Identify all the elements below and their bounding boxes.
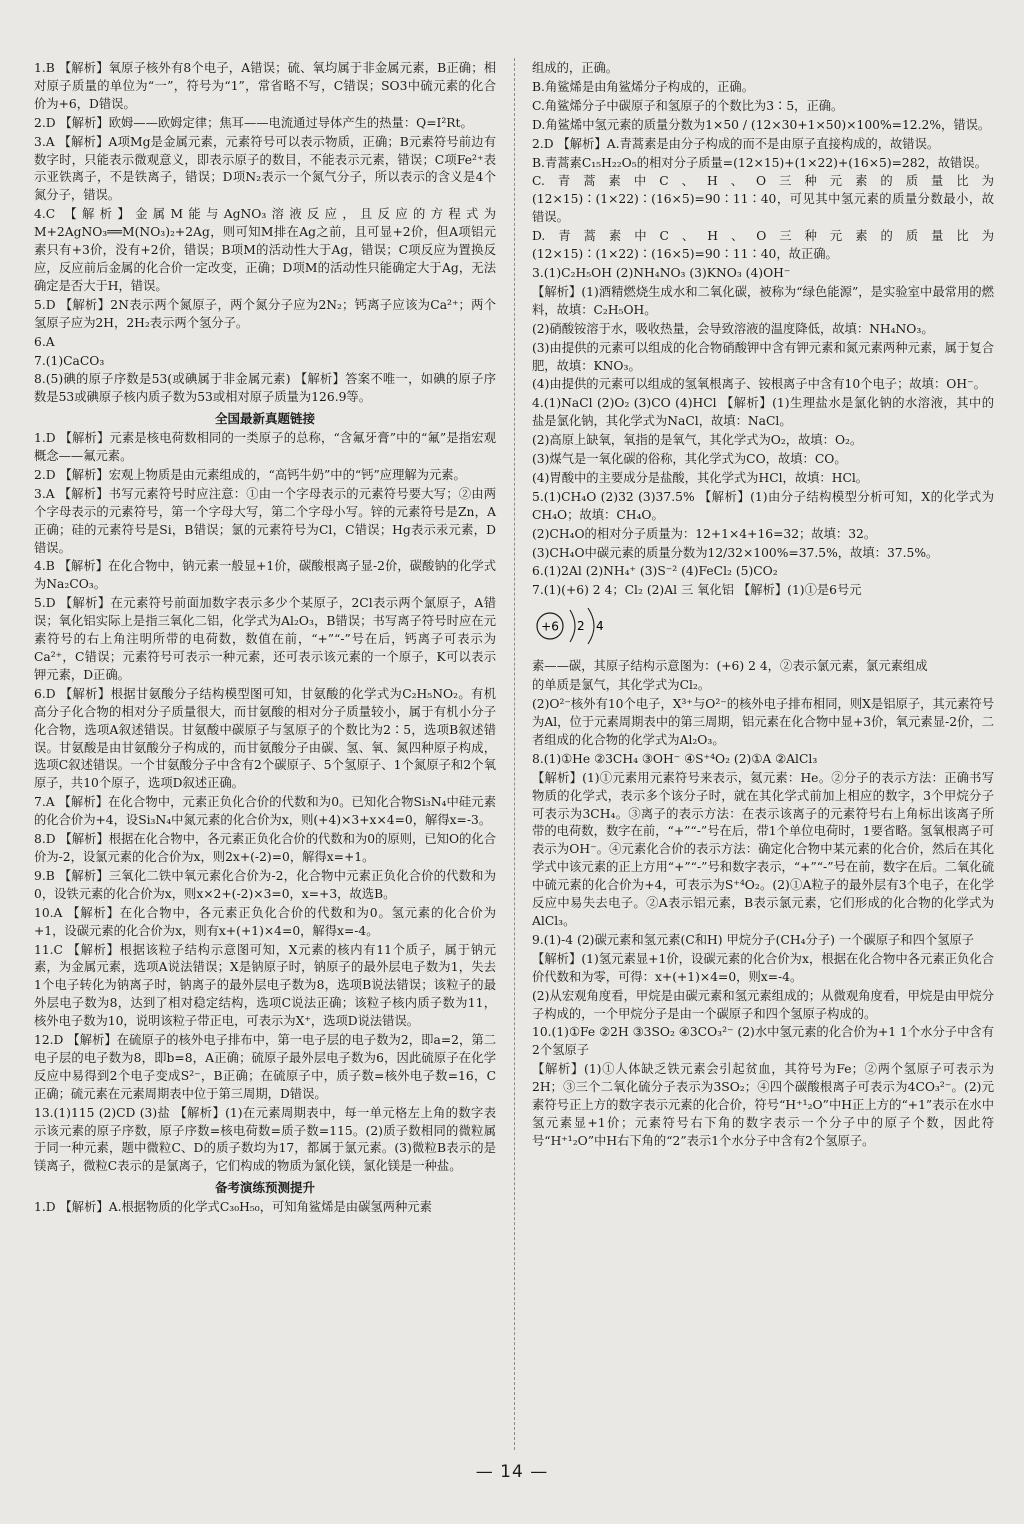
answer-entry (34, 134, 496, 206)
answer-entry (34, 558, 496, 594)
answer-entry (532, 79, 994, 97)
answer-entry (34, 595, 496, 685)
answer-7-line-2: 素——碳，其原子结构示意图为：(+6) 2 4，②表示氯元素，氯元素组成 (532, 659, 928, 674)
answer-text: 7.(1)CaCO₃ (34, 353, 105, 368)
answer-entry (532, 155, 994, 173)
answer-entry (34, 297, 496, 333)
answer-text: 4.B 【解析】在化合物中，钠元素一般显+1价，碳酸根离子显-2价，碳酸钠的化学式为Na₂CO₃。 (34, 559, 496, 592)
answer-text: B.角鲨烯是由角鲨烯分子构成的，正确。 (532, 79, 754, 94)
answer-text: (3)由提供的元素可以组成的化合物硝酸钾中含有钾元素和氮元素两种元素，属于复合肥，故填：KNO₃。 (532, 340, 994, 373)
answer-entry (532, 932, 994, 950)
answer-entry (34, 206, 496, 296)
answer-text: (4)胃酸中的主要成分是盐酸，其化学式为HCl，故填：HCl。 (532, 470, 869, 485)
answer-entry (532, 376, 994, 394)
answer-entry (34, 831, 496, 867)
answer-text: (2)从宏观角度看，甲烷是由碳元素和氢元素组成的；从微观角度看，甲烷是由甲烷分子构成的，一个甲烷分子是由一个碳原子和四个氢原子构成的。 (532, 988, 994, 1021)
atom-diagram-row (532, 604, 994, 648)
answer-entry (532, 563, 994, 581)
answer-text: 4.C 【解析】金属M能与AgNO₃溶液反应，且反应的方程式为M+2AgNO₃══M(NO₃)₂+2Ag，则可知M排在Ag之前，且可显+2价，但A项铝元素只有+3价，没有+2价，错误；B项M的活动性大于Ag，错误；C项反应为置换反应，反应前后金属的化合价一定改变，正确；D项M的活动性只能确定大于Ag，无法确定是否大于H，错误。 (34, 207, 496, 293)
answer-text: 3.A 【解析】A项Mg是金属元素，元素符号可以表示物质，正确；B元素符号前边有数字时，只能表示微观意义，即表示原子的数目，不能表示元素，错误；C项Fe²⁺表示亚铁离子，不是铁离子，错误；D项N₂表示一个氮气分子，所以表示的含义是4个氮分子，错误。 (34, 134, 496, 203)
answer-text: 6.A (34, 334, 55, 349)
answer-text: 5.D 【解析】在元素符号前面加数字表示多少个某原子，2Cl表示两个氯原子，A错误；氧化铝实际上是指三氧化二铝，化学式为Al₂O₃，B错误；书写离子符号时应在元素符号的右上角注明所带的电荷数，数值在前，“+”“-”号在后，钙离子可表示为Ca²⁺，C错误；元素符号可表示一种元素，还可表示该元素的一个原子，K可以表示钾元素，D正确。 (34, 596, 496, 682)
left-column (34, 60, 496, 1218)
answer-text: 【解析】(1)①元素用元素符号来表示，氦元素：He。②分子的表示方法：正确书写物质的化学式，表示多个该分子时，就在其化学式前加上相应的数字，3个甲烷分子可表示为3CH₄。③离子的表示方法：在表示该离子的元素符号右上角标出该离子所带的电荷数，数字在前，“+”“-”号在后，带1个单位电荷时，1要省略。氢氧根离子可表示为OH⁻。④元素化合价的表示方法：确定化合物中某元素的化合价，然后在其化学式中该元素的正上方用“+”“-”号和数字表示，“+”“-”号在前，数字在后。二氧化硫中硫元素的化合价为+4，可表示为S⁺⁴O₂。(2)①A粒子的最外层有3个电子，在化学反应中易失去电子。②A表示铝元素，B表示氯元素，它们形成的化合物的化学式为AlCl₃。 (532, 770, 994, 928)
answer-text: C.角鲨烯分子中碳原子和氢原子的个数比为3∶5，正确。 (532, 98, 844, 113)
answer-text: 13.(1)115 (2)CD (3)盐 【解析】(1)在元素周期表中，每一单元格左上角的数字表示该元素的原子序数，原子序数=核电荷数=质子数=115。(2)质子数相同的微粒属于同一种元素，题中微粒C、D的质子数均为17，都属于氯元素。(3)微粒B表示的是镁离子，微粒C表示的是氯离子，它们构成的物质为氯化镁，氯化镁是一种盐。 (34, 1105, 496, 1174)
answer-entry (34, 1032, 496, 1104)
answer-text: 1.D 【解析】元素是核电荷数相同的一类原子的总称，“含氟牙膏”中的“氟”是指宏观概念——氟元素。 (34, 431, 496, 464)
answer-entry (532, 117, 994, 135)
section-heading-practice: 备考演练预测提升 (214, 1180, 315, 1196)
answer-text: 9.(1)-4 (2)碳元素和氢元素(C和H) 甲烷分子(CH₄分子) 一个碳原子和四个氢原子 (532, 932, 975, 947)
answer-entry (532, 677, 994, 695)
shell-2-electrons: 4 (596, 619, 604, 634)
answer-entry (532, 770, 994, 931)
answer-entry (532, 395, 994, 431)
answer-entry (34, 905, 496, 941)
answer-entry (532, 432, 994, 450)
answer-text: 8.(1)①He ②3CH₄ ③OH⁻ ④S⁺⁴O₂ (2)①A ②AlCl₃ (532, 751, 818, 766)
answer-entry (532, 545, 994, 563)
nucleus-charge: +6 (541, 619, 559, 634)
answer-entry (532, 60, 994, 78)
column-divider (514, 58, 515, 1450)
answer-text: 11.C 【解析】根据该粒子结构示意图可知，X元素的核内有11个质子，属于钠元素，为金属元素，选项A说法错误；X是钠原子时，钠原子的最外层电子数为1，失去1个电子转化为钠离子时，钠离子的最外层电子数为8，选项B说法错误；该粒子的最外层电子数为8，达到了相对稳定结构，选项C说法正确；该粒子核内质子数为11，核外电子数为10，说明该粒子带正电，可表示为X⁺，选项D说法错误。 (34, 942, 496, 1029)
answer-text: 7.A 【解析】在化合物中，元素正负化合价的代数和为0。已知化合物Si₃N₄中硅元素的化合价为+4，设Si₃N₄中氮元素的化合价为x，则(+4)×3+x×4=0，解得x=-3。 (34, 795, 496, 828)
answer-text: B.青蒿素C₁₅H₂₂O₅的相对分子质量=(12×15)+(1×22)+(16×5)=282，故错误。 (532, 155, 987, 170)
answer-entry (34, 467, 496, 485)
answer-entry (532, 1061, 994, 1151)
answer-text: 组成的，正确。 (532, 61, 619, 75)
answer-entry (34, 686, 496, 793)
shell-1-electrons: 2 (577, 619, 585, 634)
answer-entry (34, 353, 496, 371)
left-answers-block-1 (34, 60, 496, 407)
answer-entry (532, 751, 994, 769)
answer-text: 8.(5)碘的原子序数是53(或碘属于非金属元素) 【解析】答案不唯一，如碘的原子序数是53或碘原子核内质子数为53或相对原子质量为126.9等。 (34, 372, 496, 405)
answer-entry (34, 1105, 496, 1177)
answer-entry (34, 371, 496, 407)
answer-entry (532, 340, 994, 376)
answer-text: 2.D 【解析】欧姆——欧姆定律；焦耳——电流通过导体产生的热量：Q=I²Rt。 (34, 115, 473, 130)
answer-text: 的单质是氯气，其化学式为Cl₂。 (532, 678, 711, 693)
answer-text: 6.D 【解析】根据甘氨酸分子结构模型图可知，甘氨酸的化学式为C₂H₅NO₂。有机高分子化合物的相对分子质量很大，而甘氨酸的相对分子质量较小，属于有机小分子化合物，选项A叙述错误。甘氨酸中碳原子与氢原子的个数比为2∶5，选项B叙述错误。甘氨酸是由甘氨酸分子构成的，而甘氨酸分子由碳、氢、氧、氮四种原子构成，选项C叙述错误。一个甘氨酸分子中含有2个碳原子、5个氢原子、1个氮原子和2个氧原子，共10个原子，选项D叙述正确。 (34, 686, 496, 791)
answer-text: C.青蒿素中C、H、O三种元素的质量比为(12×15)∶(1×22)∶(16×5)=90∶11∶40，可见其中氢元素的质量分数最小，故错误。 (532, 174, 994, 225)
answer-entry (532, 451, 994, 469)
left-answers-block-2 (34, 430, 496, 1176)
answer-entry (532, 951, 994, 987)
shell-arc-1 (570, 610, 575, 642)
answer-entry (532, 526, 994, 544)
answer-entry (34, 1199, 496, 1217)
answer-entry (34, 60, 496, 114)
section-heading-national-exam: 全国最新真题链接 (214, 411, 315, 427)
answer-entry (34, 868, 496, 904)
answer-text: 8.D 【解析】根据在化合物中，各元素正负化合价的代数和为0的原则，已知O的化合价为-2，设氯元素的化合价为x，则2x+(-2)=0，解得x=+1。 (34, 832, 496, 864)
answer-entry (532, 470, 994, 488)
answer-text: 12.D 【解析】在硫原子的核外电子排布中，第一电子层的电子数为2，即a=2，第二电子层的电子数为8，即b=8，A正确；硫原子最外层电子数为6，因此硫原子在化学反应中易得到2个电子变成S²⁻，B正确；在硫原子中，质子数=核外电子数=16，C正确；硫元素在元素周期表中位于第三周期，D错误。 (34, 1033, 496, 1101)
answer-text: 1.B 【解析】氧原子核外有8个电子，A错误；硫、氧均属于非金属元素，B正确；相对原子质量的单位为“一”，符号为“1”，常省略不写，C错误；SO3中硫元素的化合价为+6，D错误。 (34, 61, 496, 111)
answer-text: 2.D 【解析】宏观上物质是由元素组成的，“高钙牛奶”中的“钙”应理解为元素。 (34, 467, 466, 482)
right-answers-block-2 (532, 677, 994, 1151)
answer-text: (4)由提供的元素可以组成的氢氧根离子、铵根离子中含有10个电子；故填：OH⁻。 (532, 377, 986, 392)
answer-entry (532, 284, 994, 320)
right-answers-block-1 (532, 60, 994, 581)
answer-entry (532, 265, 994, 283)
answer-text: (2)高原上缺氧，氧指的是氧气，其化学式为O₂，故填：O₂。 (532, 433, 863, 448)
answer-entry (532, 98, 994, 116)
answer-entry (532, 489, 994, 525)
answer-entry (34, 115, 496, 133)
answer-entry (532, 321, 994, 339)
answer-text: (2)O²⁻核外有10个电子，X³⁺与O²⁻的核外电子排布相同，则X是铝原子，其元素符号为Al，位于元素周期表中的第三周期，铝元素在化合物中显+3价，氧元素显-2价，二者组成的化合物的化学式为Al₂O₃。 (532, 697, 994, 747)
answer-7-line: 7.(1)(+6) 2 4；Cl₂ (2)Al 三 氧化铝 【解析】(1)①是6号元 (532, 583, 862, 598)
carbon-atom-structure-diagram (532, 604, 622, 648)
answer-text: D.角鲨烯中氢元素的质量分数为1×50 / (12×30+1×50)×100%=12.2%，错误。 (532, 117, 991, 132)
right-column (532, 60, 994, 1152)
answer-entry (532, 173, 994, 227)
answer-text: D.青蒿素中C、H、O三种元素的质量比为(12×15)∶(1×22)∶(16×5)=90∶11∶40，故正确。 (532, 229, 994, 262)
page-number: — 14 — (475, 1462, 549, 1482)
answer-text: 2.D 【解析】A.青蒿素是由分子构成的而不是由原子直接构成的，故错误。 (532, 136, 940, 151)
answer-text: 4.(1)NaCl (2)O₂ (3)CO (4)HCl 【解析】(1)生理盐水是氯化钠的水溶液，其中的盐是氯化钠，其化学式为NaCl，故填：NaCl。 (532, 396, 994, 429)
answer-entry (532, 1024, 994, 1060)
answer-text: 10.(1)①Fe ②2H ③3SO₂ ④3CO₃²⁻ (2)水中氢元素的化合价为+1 1个水分子中含有2个氢原子 (532, 1025, 994, 1058)
answer-entry (34, 794, 496, 830)
answer-text: 9.B 【解析】三氧化二铁中氧元素化合价为-2，化合物中元素正负化合价的代数和为0，设铁元素的化合价为x，则x×2+(-2)×3=0，x=+3，故选B。 (34, 868, 496, 901)
answer-entry (34, 334, 496, 352)
answer-text: 3.(1)C₂H₅OH (2)NH₄NO₃ (3)KNO₃ (4)OH⁻ (532, 265, 791, 280)
answer-entry (34, 942, 496, 1032)
answer-entry (532, 136, 994, 154)
answer-text: 5.(1)CH₄O (2)32 (3)37.5% 【解析】(1)由分子结构模型分析可知，X的化学式为CH₄O；故填：CH₄O。 (532, 489, 994, 522)
answer-text: (3)CH₄O中碳元素的质量分数为12/32×100%=37.5%，故填：37.5%。 (532, 545, 939, 560)
answer-text: 【解析】(1)氢元素显+1价，设碳元素的化合价为x，根据在化合物中各元素正负化合价代数和为零，可得：x+(+1)×4=0，则x=-4。 (532, 951, 994, 984)
answer-text: 【解析】(1)酒精燃烧生成水和二氧化碳，被称为“绿色能源”，是实验室中最常用的燃料，故填：C₂H₅OH。 (532, 284, 994, 317)
answer-text: 【解析】(1)①人体缺乏铁元素会引起贫血，其符号为Fe；②两个氢原子可表示为2H；③三个二氧化硫分子表示为3SO₂；④四个碳酸根离子可表示为4CO₃²⁻。(2)元素符号正上方的数字表示元素的化合价，符号“H⁺¹₂O”中H正上方的“+1”表示在水中氢元素显+1价；元素符号右下角的数字表示一个分子中的原子个数，因此符号“H⁺¹₂O”中H右下角的“2”表示1个水分子中含有2个氢原子。 (532, 1062, 994, 1148)
answer-entry (532, 228, 994, 264)
answer-entry (532, 696, 994, 750)
answer-text: 6.(1)2Al (2)NH₄⁺ (3)S⁻² (4)FeCl₂ (5)CO₂ (532, 564, 778, 579)
answer-text: (2)硝酸铵溶于水，吸收热量，会导致溶液的温度降低，故填：NH₄NO₃。 (532, 321, 934, 336)
shell-arc-2 (588, 608, 594, 644)
answer-text: 3.A 【解析】书写元素符号时应注意：①由一个字母表示的元素符号要大写；②由两个字母表示的元素符号，第一个字母大写，第二个字母小写。锌的元素符号是Zn，A正确；硅的元素符号是Si，B错误；氯的元素符号为Cl，C错误；Hg表示汞元素，D错误。 (34, 486, 496, 555)
answer-entry (532, 988, 994, 1024)
answer-text: 1.D 【解析】A.根据物质的化学式C₃₀H₅₀，可知角鲨烯是由碳氢两种元素 (34, 1200, 432, 1215)
left-answers-block-3 (34, 1199, 496, 1217)
answer-text: (2)CH₄O的相对分子质量为：12+1×4+16=32；故填：32。 (532, 526, 877, 541)
answer-text: 5.D 【解析】2N表示两个氮原子，两个氮分子应为2N₂；钙离子应该为Ca²⁺；两个氢原子应为2H，2H₂表示两个氢分子。 (34, 297, 496, 330)
answer-text: 10.A 【解析】在化合物中，各元素正负化合价的代数和为0。氢元素的化合价为+1，设碳元素的化合价为x，则有x+(+1)×4=0，解得x=-4。 (34, 905, 496, 938)
answer-entry (34, 486, 496, 558)
answer-entry (34, 430, 496, 466)
answer-text: (3)煤气是一氧化碳的俗称，其化学式为CO，故填：CO。 (532, 452, 847, 467)
